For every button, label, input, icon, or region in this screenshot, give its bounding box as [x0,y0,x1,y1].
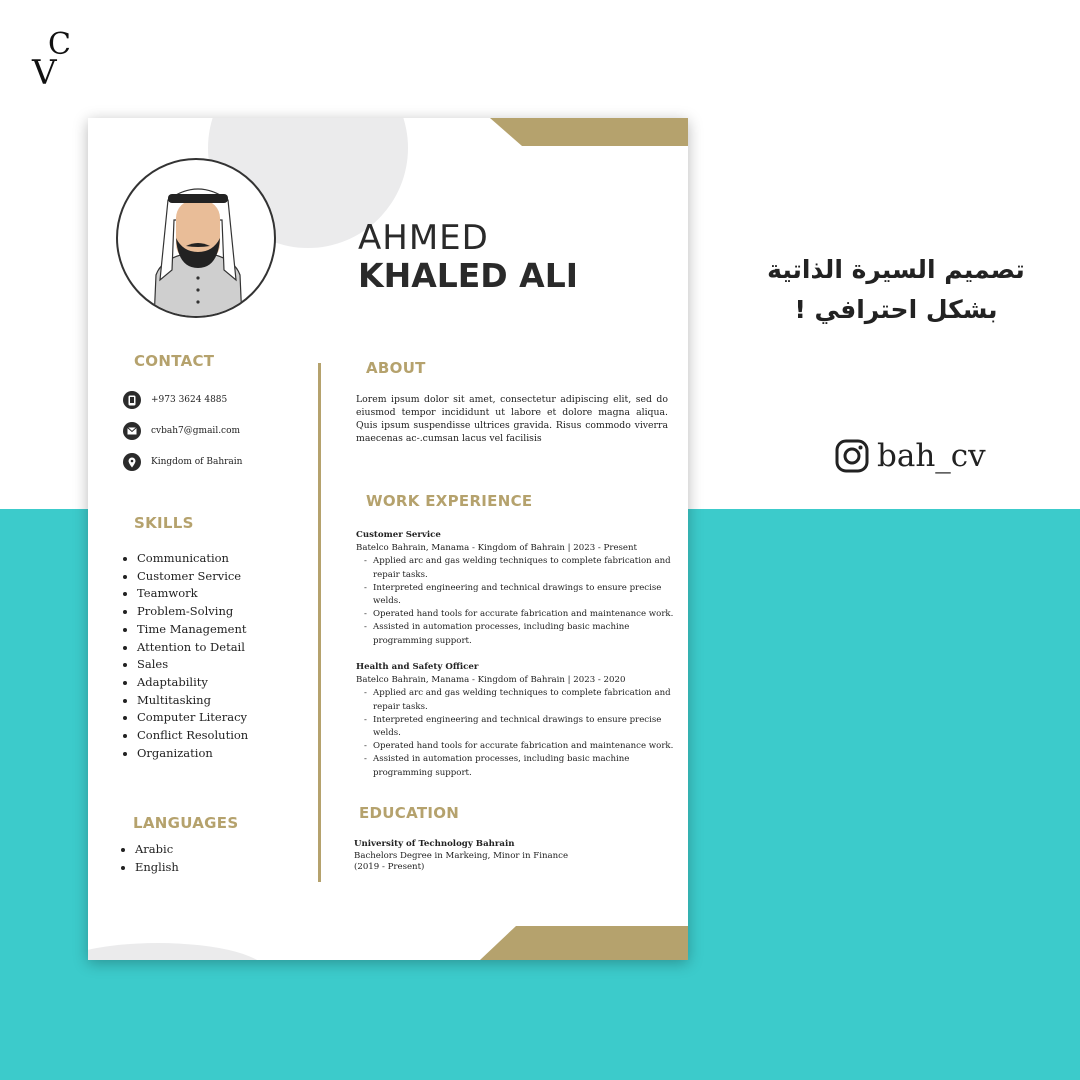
cv-logo [30,27,74,93]
skill-item: • Attention to Detail [137,639,248,657]
contact-email-row [123,421,240,441]
about-text: Lorem ipsum dolor sit amet, consectetur adipiscing elit, sed do eiusmod tempor incididunt ut labore et dolore magna aliqua. Quis ipsum suspendisse ultrices gravida. Risus commodo viverra maecenas ac-.cumsan lacus vel facilisis [356,394,668,444]
languages-list [121,841,179,876]
job-entry [356,529,676,648]
language-item: • English [135,859,179,877]
arabic-title [766,250,1026,330]
first-name: AHMED [358,218,489,258]
language-item: • Arabic [135,841,179,859]
contact-phone: +973 3624 4885 [151,395,228,405]
instagram-handle[interactable] [835,438,986,474]
contact-phone-row [123,390,227,410]
job-bullet: - Interpreted engineering and technical drawings to ensure precise welds. [364,714,676,740]
skill-item: • Teamwork [137,585,248,603]
skill-item: • Conflict Resolution [137,727,248,745]
skills-heading: SKILLS [134,514,194,532]
contact-location-row [123,452,242,472]
education-school: University of Technology Bahrain [354,839,515,849]
avatar-illustration-icon [118,160,276,318]
languages-heading: LANGUAGES [133,814,239,832]
instagram-handle-text[interactable]: bah_cv [877,438,986,474]
skill-item: • Organization [137,745,248,763]
location-icon [123,453,141,471]
job-entry [356,661,676,780]
email-icon [123,422,141,440]
job-bullet: - Operated hand tools for accurate fabrication and maintenance work. [364,608,676,621]
job-bullet: - Interpreted engineering and technical drawings to ensure precise welds. [364,582,676,608]
education-years: (2019 - Present) [354,862,425,872]
skill-item: • Customer Service [137,568,248,586]
skill-item: • Time Management [137,621,248,639]
skills-list [123,550,248,762]
contact-heading: CONTACT [134,352,215,370]
phone-icon [123,391,141,409]
education-heading: EDUCATION [359,804,460,822]
job-bullet: - Applied arc and gas welding techniques to complete fabrication and repair tasks. [364,555,676,581]
about-heading: ABOUT [366,359,426,377]
contact-email: cvbah7@gmail.com [151,426,241,436]
contact-location: Kingdom of Bahrain [151,457,243,467]
logo-letter-v: V [32,53,57,93]
job-company: Batelco Bahrain, Manama - Kingdom of Bahrain | 2023 - Present [356,543,638,554]
job-bullets [356,687,676,779]
skill-item: • Sales [137,656,248,674]
job-title: Health and Safety Officer [356,662,479,672]
arabic-title-line-1: تصميم السيرة الذاتية [767,255,1025,284]
skill-item: • Communication [137,550,248,568]
avatar [116,158,276,318]
job-bullet: - Assisted in automation processes, including basic machine programming support. [364,753,676,779]
arabic-title-line-2: بشكل احترافي ! [794,295,998,324]
skill-item: • Problem-Solving [137,603,248,621]
resume-page [88,118,688,960]
job-bullet: - Assisted in automation processes, including basic machine programming support. [364,621,676,647]
logo-letter-c: C [48,27,71,62]
instagram-icon [835,439,869,473]
education-degree: Bachelors Degree in Markeing, Minor in Finance [354,850,569,861]
work-experience-heading: WORK EXPERIENCE [366,492,533,510]
job-bullets [356,555,676,647]
skill-item: • Computer Literacy [137,709,248,727]
column-divider [318,363,321,882]
job-title: Customer Service [356,530,441,540]
skill-item: • Multitasking [137,692,248,710]
job-bullet: - Applied arc and gas welding techniques to complete fabrication and repair tasks. [364,687,676,713]
skill-item: • Adaptability [137,674,248,692]
education-entry [354,839,674,874]
last-name: KHALED ALI [358,256,579,295]
job-company: Batelco Bahrain, Manama - Kingdom of Bahrain | 2023 - 2020 [356,675,626,686]
job-bullet: - Operated hand tools for accurate fabrication and maintenance work. [364,740,676,753]
